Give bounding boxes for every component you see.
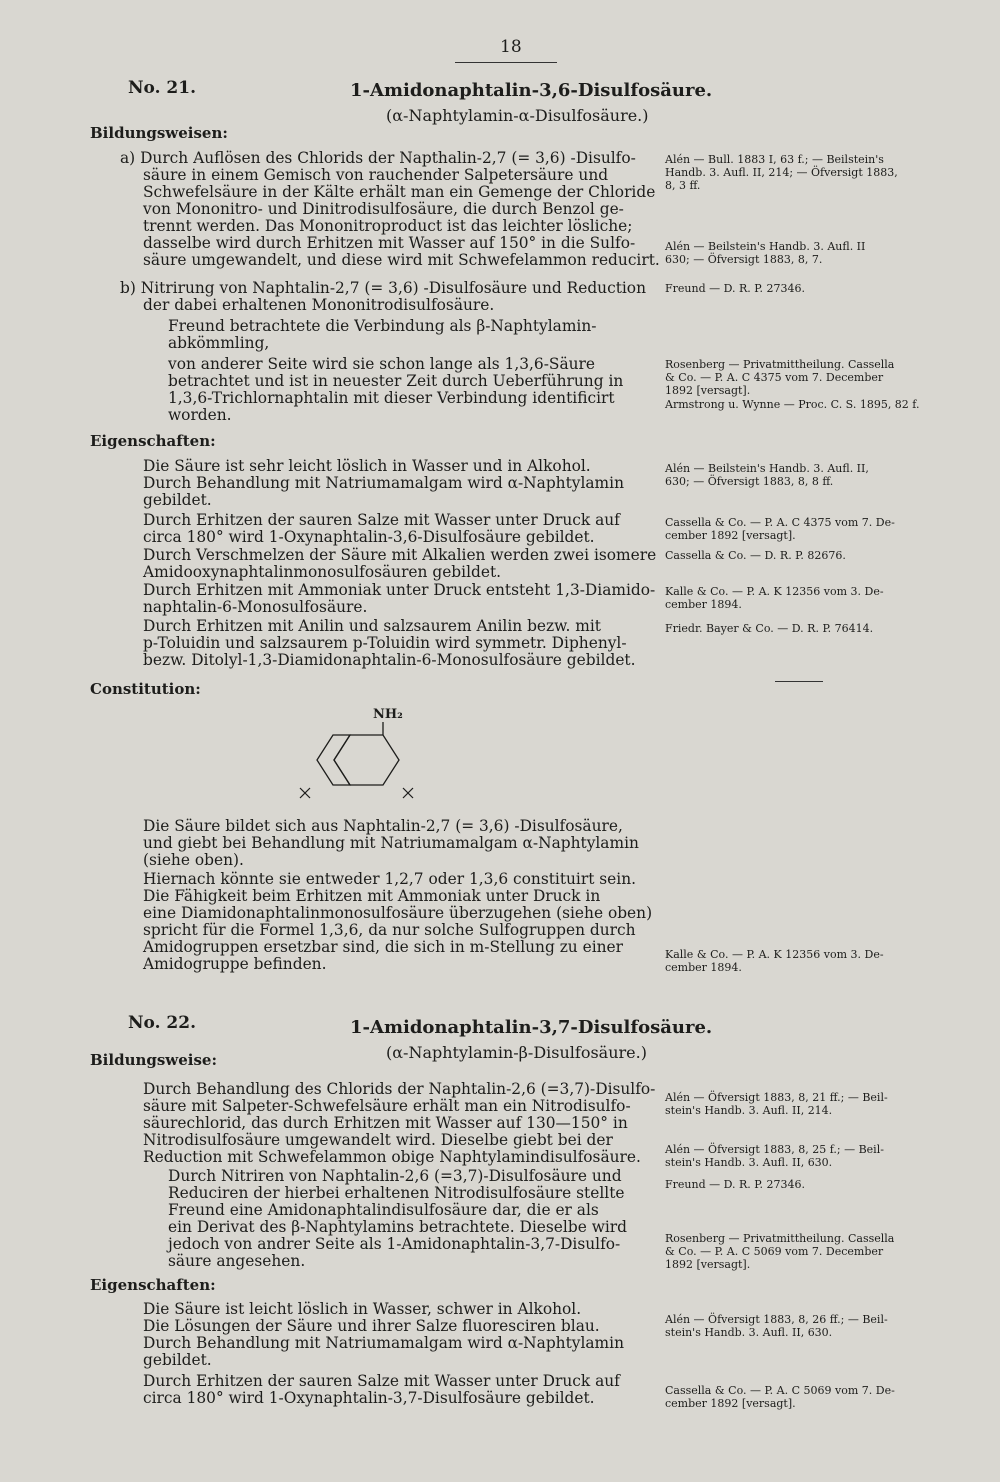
text-line: Die Säure bildet sich aus Naphtalin-2,7 (= 3,6) -Disulfosäure, xyxy=(143,817,623,835)
text-line: von anderer Seite wird sie schon lange als 1,3,6-Säure xyxy=(168,355,596,373)
text-line: jedoch von andrer Seite als 1-Amidonaphtalin-3,7-Disulfo- xyxy=(168,1235,621,1253)
text-line: gebildet. xyxy=(143,491,212,509)
text-line: eine Diamidonaphtalinmonosulfosäure überzugehen (siehe oben) xyxy=(143,904,653,922)
text-line: Amidooxynaphtalinmonosulfosäuren gebildet. xyxy=(143,563,502,581)
text-line: (siehe oben). xyxy=(143,851,244,869)
reference-note: Friedr. Bayer & Co. — D. R. P. 76414. xyxy=(665,622,874,635)
reference-note: Kalle & Co. — P. A. K 12356 vom 3. De- cember 1894. xyxy=(665,585,884,611)
entry-title: 1-Amidonaphtalin-3,6-Disulfosäure. xyxy=(350,80,713,101)
text-line: circa 180° wird 1-Oxynaphtalin-3,7-Disulfosäure gebildet. xyxy=(143,1389,595,1407)
reference-note: Rosenberg — Privatmittheilung. Cassella & Co. — P. A. C 4375 vom 7. December 1892 [versagt]. xyxy=(665,358,895,397)
text-line: der dabei erhaltenen Mononitrodisulfosäure. xyxy=(143,296,495,314)
section-heading-constitution: Constitution: xyxy=(90,680,201,698)
text-line: Hiernach könnte sie entweder 1,2,7 oder 1,3,6 constituirt sein. xyxy=(143,870,637,888)
text-line: ein Derivat des β-Naphtylamins betrachtete. Dieselbe wird xyxy=(168,1218,627,1236)
reference-note: Cassella & Co. — D. R. P. 82676. xyxy=(665,549,846,562)
reference-note: Alén — Beilstein's Handb. 3. Aufl. II 630; — Öfversigt 1883, 8, 7. xyxy=(665,240,866,266)
reference-note: Rosenberg — Privatmittheilung. Cassella & Co. — P. A. C 5069 vom 7. December 1892 [versagt]. xyxy=(665,1232,895,1271)
entry-number: No. 21. xyxy=(128,78,196,98)
text-line: Amidogruppen ersetzbar sind, die sich in m-Stellung zu einer xyxy=(143,938,624,956)
reference-note: Cassella & Co. — P. A. C 4375 vom 7. De- cember 1892 [versagt]. xyxy=(665,516,895,542)
text-line: Durch Erhitzen mit Ammoniak unter Druck entsteht 1,3-Diamido- xyxy=(143,581,656,599)
reference-note: Alén — Beilstein's Handb. 3. Aufl. II, 630; — Öfversigt 1883, 8, 8 ff. xyxy=(665,462,869,488)
text-line: Freund betrachtete die Verbindung als β-Naphtylamin- xyxy=(168,317,597,335)
reference-note: Cassella & Co. — P. A. C 5069 vom 7. De- cember 1892 [versagt]. xyxy=(665,1384,895,1410)
text-line: und giebt bei Behandlung mit Natriumamalgam α-Naphtylamin xyxy=(143,834,639,852)
reference-note: Alén — Bull. 1883 I, 63 f.; — Beilstein's Handb. 3. Aufl. II, 214; — Öfversigt 1883, 8, 3 ff. xyxy=(665,153,898,192)
text-line: worden. xyxy=(168,406,232,424)
entry-title: 1-Amidonaphtalin-3,7-Disulfosäure. xyxy=(350,1017,713,1038)
text-line: säure mit Salpeter-Schwefelsäure erhält man ein Nitrodisulfo- xyxy=(143,1097,631,1115)
text-line: betrachtet und ist in neuester Zeit durch Ueberführung in xyxy=(168,372,624,390)
naphthalene-structure-diagram xyxy=(295,700,430,805)
text-line: Durch Verschmelzen der Säure mit Alkalien werden zwei isomere xyxy=(143,546,657,564)
text-line: gebildet. xyxy=(143,1351,212,1369)
text-line: Durch Nitriren von Naphtalin-2,6 (=3,7)-Disulfosäure und xyxy=(168,1167,622,1185)
text-line: Durch Erhitzen der sauren Salze mit Wasser unter Druck auf xyxy=(143,1372,620,1390)
text-line: a) Durch Auflösen des Chlorids der Napthalin-2,7 (= 3,6) -Disulfo- xyxy=(120,149,636,167)
text-line: dasselbe wird durch Erhitzen mit Wasser auf 150° in die Sulfo- xyxy=(143,234,636,252)
text-line: Durch Erhitzen der sauren Salze mit Wasser unter Druck auf xyxy=(143,511,620,529)
reference-note: Alén — Öfversigt 1883, 8, 25 f.; — Beil- stein's Handb. 3. Aufl. II, 630. xyxy=(665,1143,884,1169)
section-heading-bildung: Bildungsweise: xyxy=(90,1051,217,1069)
reference-note: Armstrong u. Wynne — Proc. C. S. 1895, 82 f. xyxy=(665,398,920,411)
text-line: säurechlorid, das durch Erhitzen mit Wasser auf 130—150° in xyxy=(143,1114,628,1132)
text-line: circa 180° wird 1-Oxynaphtalin-3,6-Disulfosäure gebildet. xyxy=(143,528,595,546)
reference-separator xyxy=(775,681,823,682)
text-line: Reduciren der hierbei erhaltenen Nitrodisulfosäure stellte xyxy=(168,1184,625,1202)
text-line: Amidogruppe befinden. xyxy=(143,955,327,973)
entry-synonym: (α-Naphtylamin-α-Disulfosäure.) xyxy=(386,106,649,125)
text-line: säure angesehen. xyxy=(168,1252,306,1270)
text-line: säure in einem Gemisch von rauchender Salpetersäure und xyxy=(143,166,609,184)
page-number-rule xyxy=(455,62,557,63)
section-heading-eigenschaften: Eigenschaften: xyxy=(90,1276,216,1294)
text-line: 1,3,6-Trichlornaphtalin mit dieser Verbindung identificirt xyxy=(168,389,615,407)
text-line: b) Nitrirung von Naphtalin-2,7 (= 3,6) -Disulfosäure und Reduction xyxy=(120,279,646,297)
text-line: Durch Behandlung mit Natriumamalgam wird α-Naphtylamin xyxy=(143,1334,624,1352)
text-line: bezw. Ditolyl-1,3-Diamidonaphtalin-6-Monosulfosäure gebildet. xyxy=(143,651,636,669)
text-line: von Mononitro- und Dinitrodisulfosäure, die durch Benzol ge- xyxy=(143,200,624,218)
reference-note: Freund — D. R. P. 27346. xyxy=(665,1178,805,1191)
text-line: Die Säure ist leicht löslich in Wasser, schwer in Alkohol. xyxy=(143,1300,582,1318)
reference-note: Kalle & Co. — P. A. K 12356 vom 3. De- cember 1894. xyxy=(665,948,884,974)
text-line: Durch Behandlung mit Natriumamalgam wird α-Naphtylamin xyxy=(143,474,624,492)
reference-note: Alén — Öfversigt 1883, 8, 26 ff.; — Beil- stein's Handb. 3. Aufl. II, 630. xyxy=(665,1313,888,1339)
formula-nh2-label: NH₂ xyxy=(373,707,403,722)
text-line: Die Lösungen der Säure und ihrer Salze fluoresciren blau. xyxy=(143,1317,600,1335)
text-line: Nitrodisulfosäure umgewandelt wird. Dieselbe giebt bei der xyxy=(143,1131,613,1149)
text-line: spricht für die Formel 1,3,6, da nur solche Sulfogruppen durch xyxy=(143,921,636,939)
text-line: säure umgewandelt, und diese wird mit Schwefelammon reducirt. xyxy=(143,251,660,269)
section-heading-eigenschaften: Eigenschaften: xyxy=(90,432,216,450)
text-line: p-Toluidin und salzsaurem p-Toluidin wird symmetr. Diphenyl- xyxy=(143,634,627,652)
text-line: Die Säure ist sehr leicht löslich in Wasser und in Alkohol. xyxy=(143,457,591,475)
text-line: Durch Behandlung des Chlorids der Naphtalin-2,6 (=3,7)-Disulfo- xyxy=(143,1080,656,1098)
reference-note: Freund — D. R. P. 27346. xyxy=(665,282,805,295)
text-line: Reduction mit Schwefelammon obige Naphtylamindisulfosäure. xyxy=(143,1148,641,1166)
text-line: abkömmling, xyxy=(168,334,270,352)
entry-synonym: (α-Naphtylamin-β-Disulfosäure.) xyxy=(386,1043,647,1062)
reference-note: Alén — Öfversigt 1883, 8, 21 ff.; — Beil- stein's Handb. 3. Aufl. II, 214. xyxy=(665,1091,888,1117)
text-line: Freund eine Amidonaphtalindisulfosäure dar, die er als xyxy=(168,1201,599,1219)
ring-right xyxy=(334,735,399,785)
text-line: Durch Erhitzen mit Anilin und salzsaurem Anilin bezw. mit xyxy=(143,617,601,635)
ring-left xyxy=(317,735,350,785)
text-line: Die Fähigkeit beim Erhitzen mit Ammoniak unter Druck in xyxy=(143,887,601,905)
entry-number: No. 22. xyxy=(128,1013,196,1033)
section-heading-bildung: Bildungsweisen: xyxy=(90,124,228,142)
page-number: 18 xyxy=(500,37,522,57)
text-line: naphtalin-6-Monosulfosäure. xyxy=(143,598,368,616)
text-line: trennt werden. Das Mononitroproduct ist das leichter lösliche; xyxy=(143,217,633,235)
text-line: Schwefelsäure in der Kälte erhält man ein Gemenge der Chloride xyxy=(143,183,656,201)
